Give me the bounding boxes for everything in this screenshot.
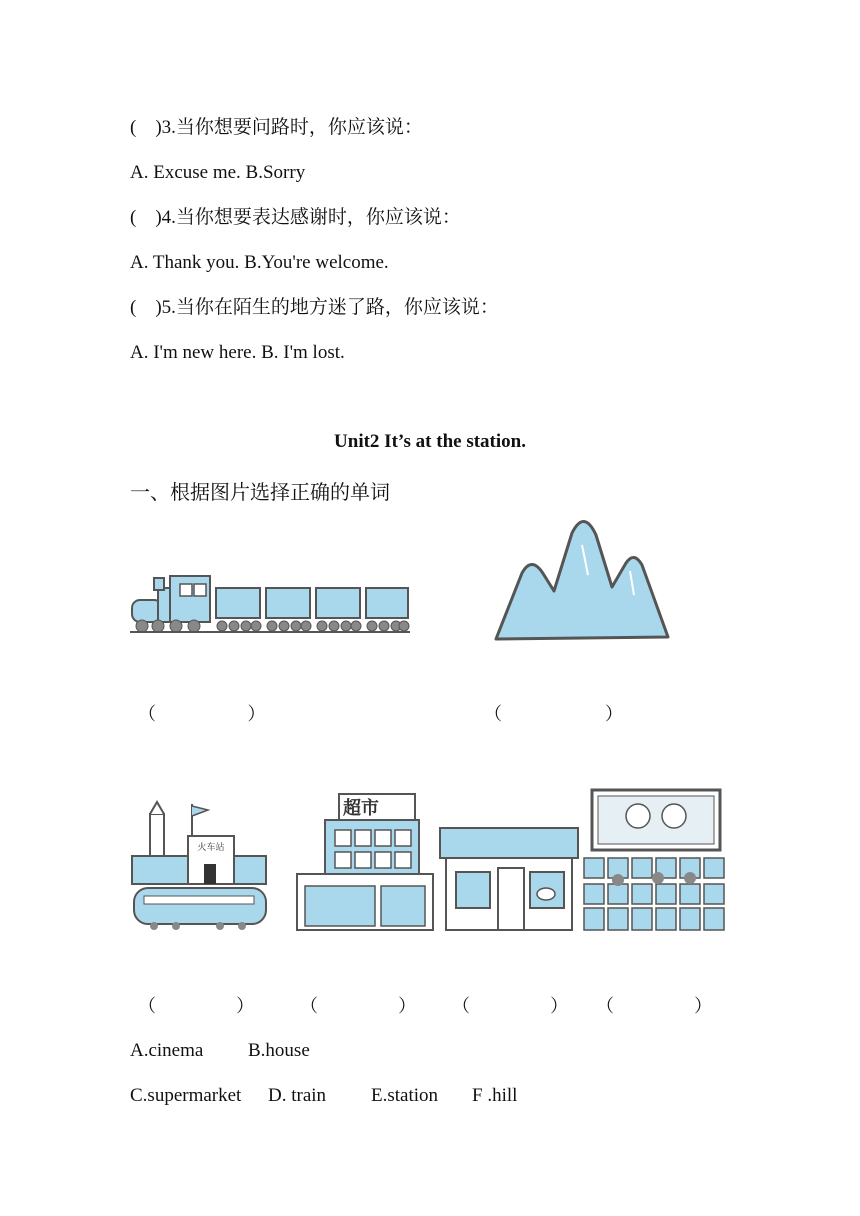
question-3-stem: ( )3.当你想要问路时，你应该说： [130,117,423,138]
word-bank-station: E.station [371,1085,439,1106]
answer-blank-hill[interactable]: （ ） [484,704,623,725]
question-3-options: A. Excuse me. B.Sorry [130,162,306,183]
answer-blank-supermarket[interactable]: （ ） [300,996,417,1017]
answer-blank-cinema[interactable]: （ ） [596,996,713,1017]
word-bank-cinema: A.cinema [130,1040,204,1061]
section-heading: 一、根据图片选择正确的单词 [130,480,390,504]
unit-title: Unit2 It’s at the station. [334,431,526,452]
station-picture [130,800,270,932]
answer-blank-train[interactable]: （ ） [138,704,266,725]
word-bank-hill: F .hill [472,1085,518,1106]
house-picture [438,826,580,932]
question-5-stem: ( )5.当你在陌生的地方迷了路，你应该说： [130,297,499,318]
word-bank-train: D. train [268,1085,327,1106]
hill-picture [492,515,672,643]
word-bank-supermarket: C.supermarket [130,1085,242,1106]
question-5-options: A. I'm new here. B. I'm lost. [130,342,345,363]
train-picture [130,570,410,636]
supermarket-sign: 超市 [343,798,379,819]
word-bank-house: B.house [248,1040,310,1061]
answer-blank-station[interactable]: （ ） [138,996,255,1017]
supermarket-picture [295,790,435,932]
answer-blank-house[interactable]: （ ） [452,996,569,1017]
question-4-options: A. Thank you. B.You're welcome. [130,252,389,273]
station-sign: 火车站 [197,843,225,853]
question-4-stem: ( )4.当你想要表达感谢时，你应该说： [130,207,461,228]
cinema-picture [582,788,726,932]
